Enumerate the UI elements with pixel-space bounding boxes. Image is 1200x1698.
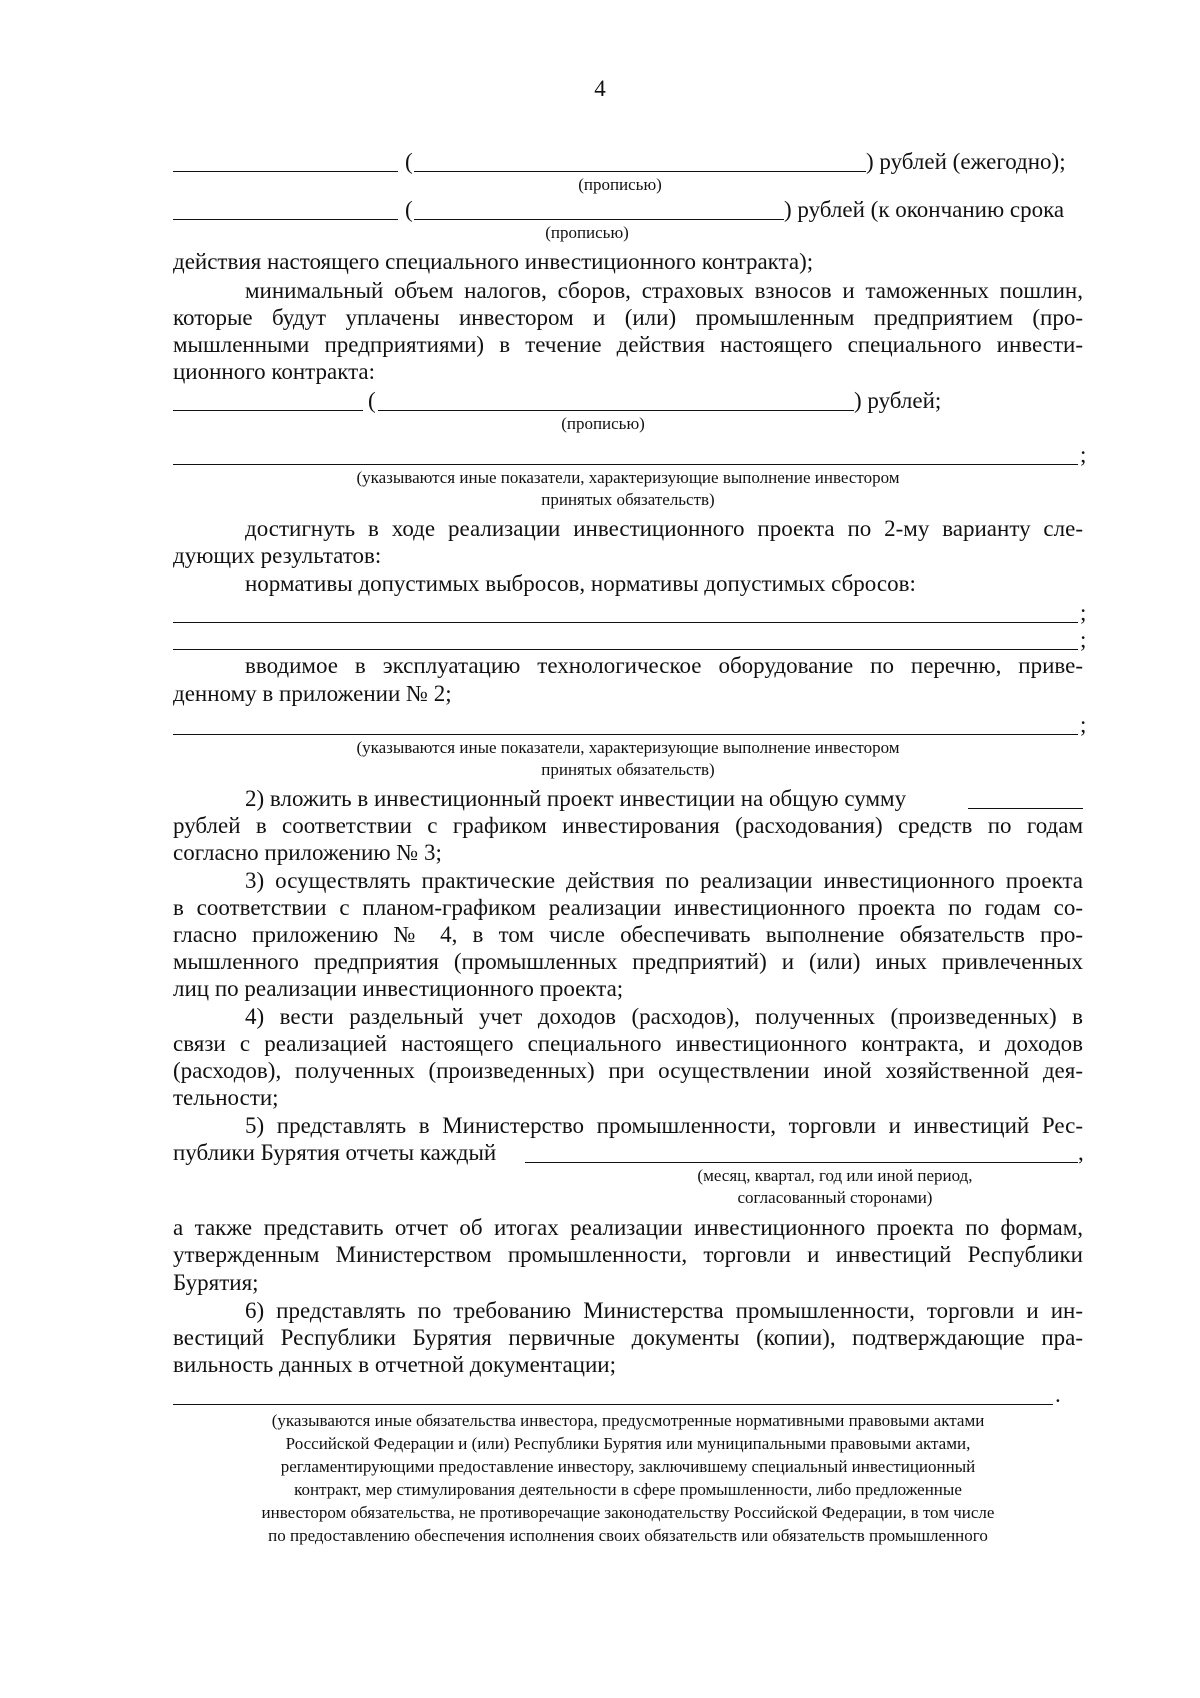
report-period-blank bbox=[525, 1162, 1078, 1163]
practical-actions-line-3: гласно приложению № 4, в том числе обеспечивать выполнение обязательств про- bbox=[173, 922, 1083, 947]
amount-words-blank-end bbox=[414, 219, 784, 220]
results-line-2: дующих результатов: bbox=[173, 543, 382, 568]
other-indicators-note-2-line-2: принятых обязательств) bbox=[541, 760, 715, 779]
investment-sum-line-3: согласно приложению № 3; bbox=[173, 840, 442, 865]
emission-blank-1 bbox=[173, 622, 1078, 623]
taxes-amount-blank bbox=[173, 410, 363, 411]
investment-sum-line-1: 2) вложить в инвестиционный проект инвестиции на общую сумму bbox=[245, 786, 907, 811]
equipment-line-2: денному в приложении № 2; bbox=[173, 681, 452, 706]
primary-docs-line-2: вестиций Республики Бурятия первичные документы (копии), подтверждающие пра- bbox=[173, 1325, 1083, 1350]
paren-open-3: ( bbox=[368, 388, 376, 413]
other-indicators-blank-2 bbox=[173, 734, 1078, 735]
paren-open: ( bbox=[405, 149, 413, 174]
other-obligations-note-line-4: контракт, мер стимулирования деятельности в сфере промышленности, либо предложенные bbox=[294, 1480, 962, 1499]
paren-open-2: ( bbox=[405, 197, 413, 222]
practical-actions-line-2: в соответствии с планом-графиком реализации инвестиционного проекта по годам со- bbox=[173, 895, 1083, 920]
amount-blank-yearly bbox=[173, 171, 398, 172]
other-obligations-note-line-5: инвестором обязательства, не противоречащие законодательству Российской Федерации, в том числе bbox=[261, 1503, 995, 1522]
other-indicators-note-line-2: принятых обязательств) bbox=[541, 490, 715, 509]
other-indicators-blank-1 bbox=[173, 464, 1078, 465]
emission-blank-2 bbox=[173, 649, 1078, 650]
other-obligations-note-line-1: (указываются иные обязательства инвестора, предусмотренные нормативными правовыми актами bbox=[271, 1411, 985, 1430]
period-dot: . bbox=[1055, 1382, 1061, 1407]
reports-line-1: 5) представлять в Министерство промышленности, торговли и инвестиций Рес- bbox=[245, 1113, 1083, 1138]
reports-line-3: а также представить отчет об итогах реализации инвестиционного проекта по формам, bbox=[173, 1215, 1083, 1240]
investment-sum-blank bbox=[968, 808, 1083, 809]
rub-end-label: ) рублей (к окончанию срока bbox=[784, 197, 1065, 222]
other-indicators-note-line-1: (указываются иные показатели, характеризующие выполнение инвестором bbox=[356, 468, 900, 487]
other-obligations-note-line-3: регламентирующими предоставление инвестору, заключившему специальный инвестиционный bbox=[280, 1457, 976, 1476]
semicolon-3: ; bbox=[1080, 627, 1087, 652]
equipment-line-1: вводимое в эксплуатацию технологическое оборудование по перечню, приве- bbox=[245, 653, 1083, 678]
page-number: 4 bbox=[594, 76, 606, 101]
rub-label: ) рублей; bbox=[854, 388, 942, 413]
in-words-caption-2: (прописью) bbox=[545, 223, 629, 242]
rub-yearly-label: ) рублей (ежегодно); bbox=[866, 149, 1066, 174]
taxes-paragraph-line-4: ционного контракта: bbox=[173, 359, 376, 384]
primary-docs-line-3: вильность данных в отчетной документации; bbox=[173, 1352, 616, 1377]
other-obligations-note-line-6: по предоставлению обеспечения исполнения своих обязательств или обязательств промышленного bbox=[268, 1526, 988, 1545]
semicolon-1: ; bbox=[1080, 442, 1087, 467]
taxes-words-blank bbox=[378, 410, 854, 411]
reports-line-4: утвержденным Министерством промышленности, торговли и инвестиций Республики bbox=[173, 1242, 1083, 1267]
other-obligations-note-line-2: Российской Федерации и (или) Республики Бурятия или муниципальными правовыми актами, bbox=[285, 1434, 971, 1453]
semicolon-2: ; bbox=[1080, 600, 1087, 625]
taxes-paragraph-line-1: минимальный объем налогов, сборов, страховых взносов и таможенных пошлин, bbox=[245, 278, 1083, 303]
other-indicators-note-2-line-1: (указываются иные показатели, характеризующие выполнение инвестором bbox=[356, 738, 900, 757]
practical-actions-line-5: лиц по реализации инвестиционного проекта; bbox=[173, 976, 624, 1001]
reports-line-5: Бурятия; bbox=[173, 1270, 259, 1295]
investment-sum-line-2: рублей в соответствии с графиком инвестирования (расходования) средств по годам bbox=[173, 813, 1083, 838]
primary-docs-line-1: 6) представлять по требованию Министерства промышленности, торговли и ин- bbox=[245, 1298, 1083, 1323]
amount-words-blank-yearly bbox=[414, 171, 866, 172]
contract-duration-text: действия настоящего специального инвестиционного контракта); bbox=[173, 249, 814, 274]
other-obligations-blank bbox=[173, 1404, 1053, 1405]
emission-norms-text: нормативы допустимых выбросов, нормативы допустимых сбросов: bbox=[245, 571, 916, 596]
practical-actions-line-1: 3) осуществлять практические действия по реализации инвестиционного проекта bbox=[245, 868, 1083, 893]
comma-1: , bbox=[1078, 1140, 1084, 1165]
report-period-note-line-1: (месяц, квартал, год или иной период, bbox=[697, 1166, 973, 1185]
practical-actions-line-4: мышленного предприятия (промышленных предприятий) и (или) иных привлеченных bbox=[173, 949, 1083, 974]
separate-accounting-line-2: связи с реализацией настоящего специального инвестиционного контракта, и доходов bbox=[173, 1031, 1083, 1056]
semicolon-4: ; bbox=[1080, 712, 1087, 737]
in-words-caption: (прописью) bbox=[578, 175, 662, 194]
taxes-paragraph-line-3: мышленными предприятиями) в течение действия настоящего специального инвести- bbox=[173, 332, 1083, 357]
amount-blank-end bbox=[173, 219, 398, 220]
in-words-caption-3: (прописью) bbox=[561, 414, 645, 433]
taxes-paragraph-line-2: которые будут уплачены инвестором и (или) промышленным предприятием (про- bbox=[173, 305, 1083, 330]
separate-accounting-line-1: 4) вести раздельный учет доходов (расходов), полученных (произведенных) в bbox=[245, 1004, 1083, 1029]
reports-line-2: публики Бурятия отчеты каждый bbox=[173, 1140, 497, 1165]
report-period-note-line-2: согласованный сторонами) bbox=[737, 1188, 933, 1207]
results-line-1: достигнуть в ходе реализации инвестиционного проекта по 2-му варианту сле- bbox=[245, 516, 1083, 541]
separate-accounting-line-3: (расходов), полученных (произведенных) при осуществлении иной хозяйственной дея- bbox=[173, 1058, 1083, 1083]
separate-accounting-line-4: тельности; bbox=[173, 1085, 279, 1110]
